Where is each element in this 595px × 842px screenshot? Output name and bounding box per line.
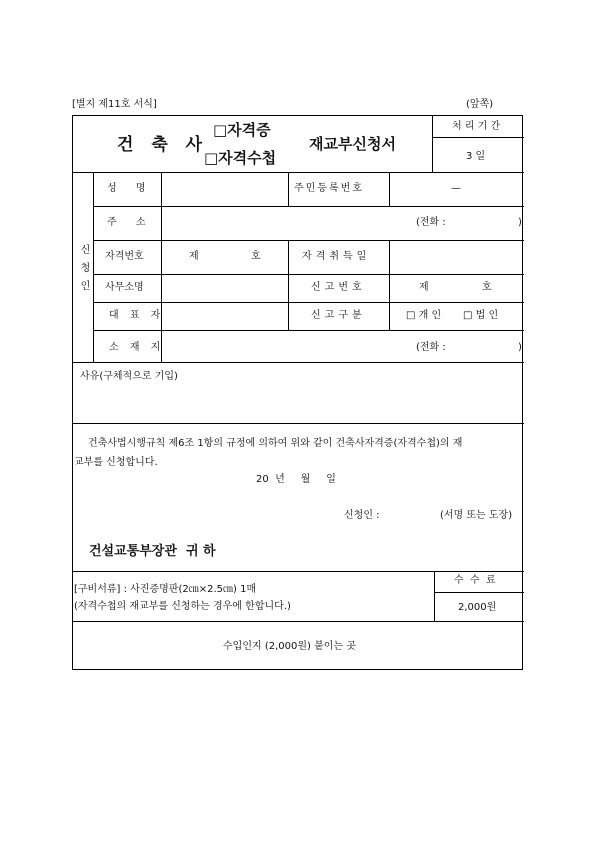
statement-line-2: 교부를 신청합니다.	[74, 457, 158, 468]
representative-field[interactable]	[163, 304, 286, 328]
addressee: 건설교통부장관 귀 하	[89, 544, 216, 559]
revenue-stamp-area: 수입인지 (2,000원) 붙이는 곳	[223, 641, 356, 652]
report-number-label: 신고번호	[311, 282, 366, 293]
rrn-separator[interactable]: —	[451, 183, 461, 194]
report-number-suffix: 호	[482, 282, 492, 293]
license-number-prefix: 제	[189, 251, 199, 262]
license-date-label: 자격취득일	[302, 251, 371, 262]
title-option-license[interactable]: □자격증	[213, 121, 271, 139]
report-type-personal-checkbox[interactable]: □ 개 인	[406, 310, 442, 321]
page-side-label: (앞쪽)	[466, 99, 494, 110]
address-phone-close: )	[518, 217, 522, 228]
location-field[interactable]	[163, 332, 411, 360]
form-title-main: 건 축 사	[117, 135, 209, 155]
report-type-label: 신고구분	[311, 310, 366, 321]
statement-date: 20 년 월 일	[256, 474, 336, 485]
signer-label: 신청인 :	[344, 510, 380, 521]
office-name-label: 사무소명	[105, 282, 144, 293]
reason-field[interactable]	[75, 386, 522, 422]
reason-label: 사유(구체적으로 기입)	[80, 371, 178, 382]
name-field[interactable]	[163, 174, 286, 204]
fee-label: 수 수 료	[454, 575, 496, 586]
form-title-suffix: 재교부신청서	[309, 135, 396, 153]
office-name-field[interactable]	[163, 276, 286, 300]
applicant-group-label: 신청인	[78, 244, 89, 298]
license-date-field[interactable]	[391, 242, 522, 272]
name-label: 성 명	[107, 183, 154, 194]
required-documents-note: (자격수첩의 재교부를 신청하는 경우에 한합니다.)	[74, 601, 291, 612]
signature-label: (서명 또는 도장)	[440, 510, 513, 521]
report-type-corporate-checkbox[interactable]: □ 법 인	[463, 310, 499, 321]
license-number-suffix: 호	[251, 251, 261, 262]
report-number-prefix: 제	[419, 282, 429, 293]
address-label: 주 소	[107, 217, 154, 228]
required-documents: [구비서류] : 사진증명판(2㎝×2.5㎝) 1매	[74, 584, 257, 595]
license-number-label: 자격번호	[105, 251, 144, 262]
address-phone-label: (전화 :	[416, 217, 446, 228]
processing-period-label: 처 리 기 간	[452, 121, 501, 132]
location-phone-label: (전화 :	[416, 342, 446, 353]
location-phone-close: )	[518, 342, 522, 353]
statement-line-1: 건축사법시행규칙 제6조 1항의 규정에 의하여 위와 같이 건축사자격증(자격수첩)의 재	[88, 438, 463, 449]
form-number: [별지 제11호 서식]	[72, 99, 157, 110]
processing-period-value: 3 일	[466, 151, 486, 162]
application-form	[72, 115, 523, 670]
rrn-label: 주민등록번호	[294, 183, 364, 194]
fee-value: 2,000원	[458, 602, 497, 613]
title-option-handbook[interactable]: □자격수첩	[204, 149, 277, 167]
location-label: 소 재 지	[109, 342, 165, 353]
address-field[interactable]	[163, 208, 411, 238]
representative-label: 대 표 자	[109, 310, 165, 321]
